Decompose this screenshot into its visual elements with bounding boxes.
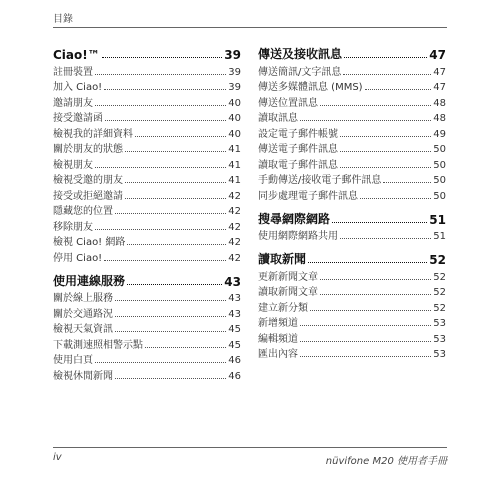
dot-leader xyxy=(125,182,226,183)
page-ref: 48 xyxy=(433,97,446,109)
entry-label: 設定電子郵件帳號 xyxy=(258,128,338,140)
toc-entry[interactable] xyxy=(53,140,241,156)
dot-leader xyxy=(332,222,427,223)
dot-leader xyxy=(145,347,226,348)
entry-label: 移除朋友 xyxy=(53,221,93,233)
page-ref: 41 xyxy=(228,144,241,155)
toc-entry[interactable] xyxy=(53,109,241,125)
dot-leader xyxy=(115,300,226,301)
toc-section xyxy=(258,208,446,243)
page-ref: 50 xyxy=(433,159,446,171)
dot-leader xyxy=(340,238,431,239)
dot-leader xyxy=(127,244,226,245)
page-header-title: 目錄 xyxy=(53,14,73,25)
entry-label: 停用 Ciao! xyxy=(53,252,103,264)
footer-rule xyxy=(53,447,447,448)
dot-leader xyxy=(95,105,226,106)
toc-entry[interactable] xyxy=(53,320,241,336)
dot-leader xyxy=(320,294,431,295)
entry-label: 關於線上服務 xyxy=(53,293,113,304)
page-ref: 42 xyxy=(228,190,241,202)
manual-title: nüvifone M20 使用者手冊 xyxy=(325,456,447,467)
dot-leader xyxy=(95,362,226,363)
toc-entry[interactable] xyxy=(53,289,241,305)
dot-leader xyxy=(95,167,226,168)
page-ref: 45 xyxy=(228,339,241,351)
toc-entry[interactable] xyxy=(53,93,241,109)
dot-leader xyxy=(360,198,431,199)
entry-label: 加入 Ciao! xyxy=(53,82,103,93)
dot-leader xyxy=(300,325,431,326)
dot-leader xyxy=(344,57,427,58)
entry-label: 編輯頻道 xyxy=(258,333,298,345)
toc-entry[interactable] xyxy=(258,109,446,125)
section-title: 傳送及接收訊息 xyxy=(258,47,343,61)
entry-label: 讀取新聞文章 xyxy=(258,287,318,298)
toc-entry[interactable] xyxy=(53,217,241,233)
entry-label: 建立新分類 xyxy=(258,302,308,314)
dot-leader xyxy=(115,378,226,379)
dot-leader xyxy=(320,279,431,280)
entry-label: 匯出內容 xyxy=(258,349,298,360)
page-ref: 53 xyxy=(433,318,446,329)
page-ref: 49 xyxy=(433,128,446,140)
entry-label: 下載測速照相警示點 xyxy=(53,339,143,351)
dot-leader xyxy=(102,57,223,58)
toc-section-heading[interactable] xyxy=(258,208,446,227)
page-ref: 50 xyxy=(433,144,446,155)
entry-label: 傳送簡訊/文字訊息 xyxy=(258,66,342,78)
page-ref: 52 xyxy=(433,287,446,298)
toc-section-heading[interactable] xyxy=(258,43,446,62)
dot-leader xyxy=(95,229,226,230)
dot-leader xyxy=(125,198,226,199)
entry-label: 檢視我的詳細資料 xyxy=(53,128,133,140)
dot-leader xyxy=(320,105,431,106)
page-ref: 39 xyxy=(228,66,241,78)
toc-section xyxy=(53,43,241,264)
dot-leader xyxy=(127,284,222,285)
toc-entry[interactable] xyxy=(53,155,241,171)
page-ref: 47 xyxy=(433,66,446,78)
page-ref: 50 xyxy=(433,190,446,202)
entry-label: 使用網際網路共用 xyxy=(258,231,338,242)
toc-entry[interactable] xyxy=(258,314,446,330)
page-ref: 50 xyxy=(433,175,446,186)
entry-label: 傳送多媒體訊息 (MMS) xyxy=(258,82,363,93)
entry-label: 更新新聞文章 xyxy=(258,271,318,283)
page-ref: 45 xyxy=(228,324,241,335)
dot-leader xyxy=(365,89,432,90)
toc-entry[interactable] xyxy=(53,335,241,351)
entry-label: 檢視天氣資訊 xyxy=(53,324,113,335)
page-ref: 41 xyxy=(228,159,241,171)
toc-entry[interactable] xyxy=(53,171,241,187)
page-ref: 46 xyxy=(228,370,241,382)
toc-entry[interactable] xyxy=(53,202,241,218)
page-ref: 42 xyxy=(228,252,241,264)
dot-leader xyxy=(308,262,427,263)
dot-leader xyxy=(310,310,431,311)
toc-entry[interactable] xyxy=(258,62,446,78)
toc-entry[interactable] xyxy=(258,140,446,156)
toc-entry[interactable] xyxy=(53,186,241,202)
entry-label: 傳送位置訊息 xyxy=(258,97,318,109)
page-ref: 52 xyxy=(429,253,446,267)
entry-label: 隱藏您的位置 xyxy=(53,206,113,217)
page-ref: 47 xyxy=(429,48,446,62)
entry-label: 使用白頁 xyxy=(53,355,93,366)
dot-leader xyxy=(125,151,226,152)
page-ref: 48 xyxy=(433,113,446,124)
page-ref: 47 xyxy=(433,82,446,93)
section-title: 搜尋網際網路 xyxy=(258,211,331,226)
page-ref: 51 xyxy=(429,212,446,227)
entry-label: 關於朋友的狀態 xyxy=(53,144,123,155)
entry-label: 同步處理電子郵件訊息 xyxy=(258,190,358,202)
toc-entry[interactable] xyxy=(53,233,241,249)
toc-entry[interactable] xyxy=(258,283,446,299)
dot-leader xyxy=(105,120,226,121)
page-ref: 53 xyxy=(433,333,446,345)
dot-leader xyxy=(104,260,226,261)
dot-leader xyxy=(300,356,431,357)
toc-entry[interactable] xyxy=(258,267,446,283)
dot-leader xyxy=(104,89,226,90)
toc-section xyxy=(258,43,446,202)
page-ref: 43 xyxy=(228,308,241,320)
entry-label: 傳送電子郵件訊息 xyxy=(258,144,338,155)
page-ref: 53 xyxy=(433,349,446,360)
dot-leader xyxy=(340,151,431,152)
page-ref: 43 xyxy=(228,293,241,304)
toc-section xyxy=(53,270,241,382)
page-ref: 39 xyxy=(224,48,241,62)
page-ref: 52 xyxy=(433,271,446,283)
entry-label: 新增頻道 xyxy=(258,318,298,329)
page-ref: 41 xyxy=(228,175,241,186)
entry-label: 讀取訊息 xyxy=(258,113,298,124)
dot-leader xyxy=(135,136,226,137)
dot-leader xyxy=(115,213,226,214)
entry-label: 邀請朋友 xyxy=(53,97,93,109)
entry-label: 手動傳送/接收電子郵件訊息 xyxy=(258,175,382,186)
dot-leader xyxy=(340,136,431,137)
entry-label: 接受邀請函 xyxy=(53,113,103,124)
entry-label: 關於交通路況 xyxy=(53,308,113,320)
toc-entry[interactable] xyxy=(53,351,241,367)
toc-entry[interactable] xyxy=(53,304,241,320)
toc-entry[interactable] xyxy=(258,124,446,140)
page-ref: 42 xyxy=(228,206,241,217)
page-ref: 40 xyxy=(228,128,241,140)
entry-label: 檢視受邀的朋友 xyxy=(53,175,123,186)
toc-left-column xyxy=(53,43,241,384)
dot-leader xyxy=(95,74,226,75)
page-ref: 39 xyxy=(228,82,241,93)
section-title: 讀取新聞 xyxy=(258,252,307,266)
toc-entry[interactable] xyxy=(258,171,446,187)
toc-entry[interactable] xyxy=(258,155,446,171)
dot-leader xyxy=(115,316,226,317)
page-ref: 42 xyxy=(228,237,241,248)
toc-right-column xyxy=(258,43,446,362)
toc-entry[interactable] xyxy=(53,78,241,94)
section-title: Ciao!™ xyxy=(53,48,100,62)
toc-entry[interactable] xyxy=(258,298,446,314)
toc-entry[interactable] xyxy=(53,248,241,264)
dot-leader xyxy=(115,331,226,332)
page-ref: 40 xyxy=(228,113,241,124)
entry-label: 註冊裝置 xyxy=(53,66,93,78)
dot-leader xyxy=(383,182,431,183)
toc-entry[interactable] xyxy=(53,124,241,140)
header-rule xyxy=(53,27,447,28)
entry-label: 檢視朋友 xyxy=(53,159,93,171)
toc-entry[interactable] xyxy=(258,329,446,345)
page-ref: 42 xyxy=(228,221,241,233)
toc-section-heading[interactable] xyxy=(258,248,446,267)
entry-label: 檢視 Ciao! 網路 xyxy=(53,237,126,248)
toc-entry[interactable] xyxy=(258,345,446,361)
dot-leader xyxy=(343,74,431,75)
entry-label: 讀取電子郵件訊息 xyxy=(258,159,338,171)
section-title: 使用連線服務 xyxy=(53,273,126,288)
page-ref: 43 xyxy=(224,274,241,289)
dot-leader xyxy=(300,341,431,342)
entry-label: 檢視休閒新聞 xyxy=(53,370,113,382)
page-ref: 52 xyxy=(433,302,446,314)
toc-entry[interactable] xyxy=(258,93,446,109)
dot-leader xyxy=(340,167,431,168)
toc-section xyxy=(258,248,446,360)
toc-entry[interactable] xyxy=(53,366,241,382)
entry-label: 接受或拒絕邀請 xyxy=(53,190,123,202)
dot-leader xyxy=(300,120,431,121)
toc-entry[interactable] xyxy=(53,62,241,78)
toc-section-heading[interactable] xyxy=(53,270,241,289)
toc-entry[interactable] xyxy=(258,227,446,243)
page-ref: 40 xyxy=(228,97,241,109)
toc-section-heading[interactable] xyxy=(53,43,241,62)
page-ref: 46 xyxy=(228,355,241,366)
toc-entry[interactable] xyxy=(258,186,446,202)
page-number: iv xyxy=(53,452,62,463)
page-ref: 51 xyxy=(433,231,446,242)
toc-entry[interactable] xyxy=(258,78,446,94)
